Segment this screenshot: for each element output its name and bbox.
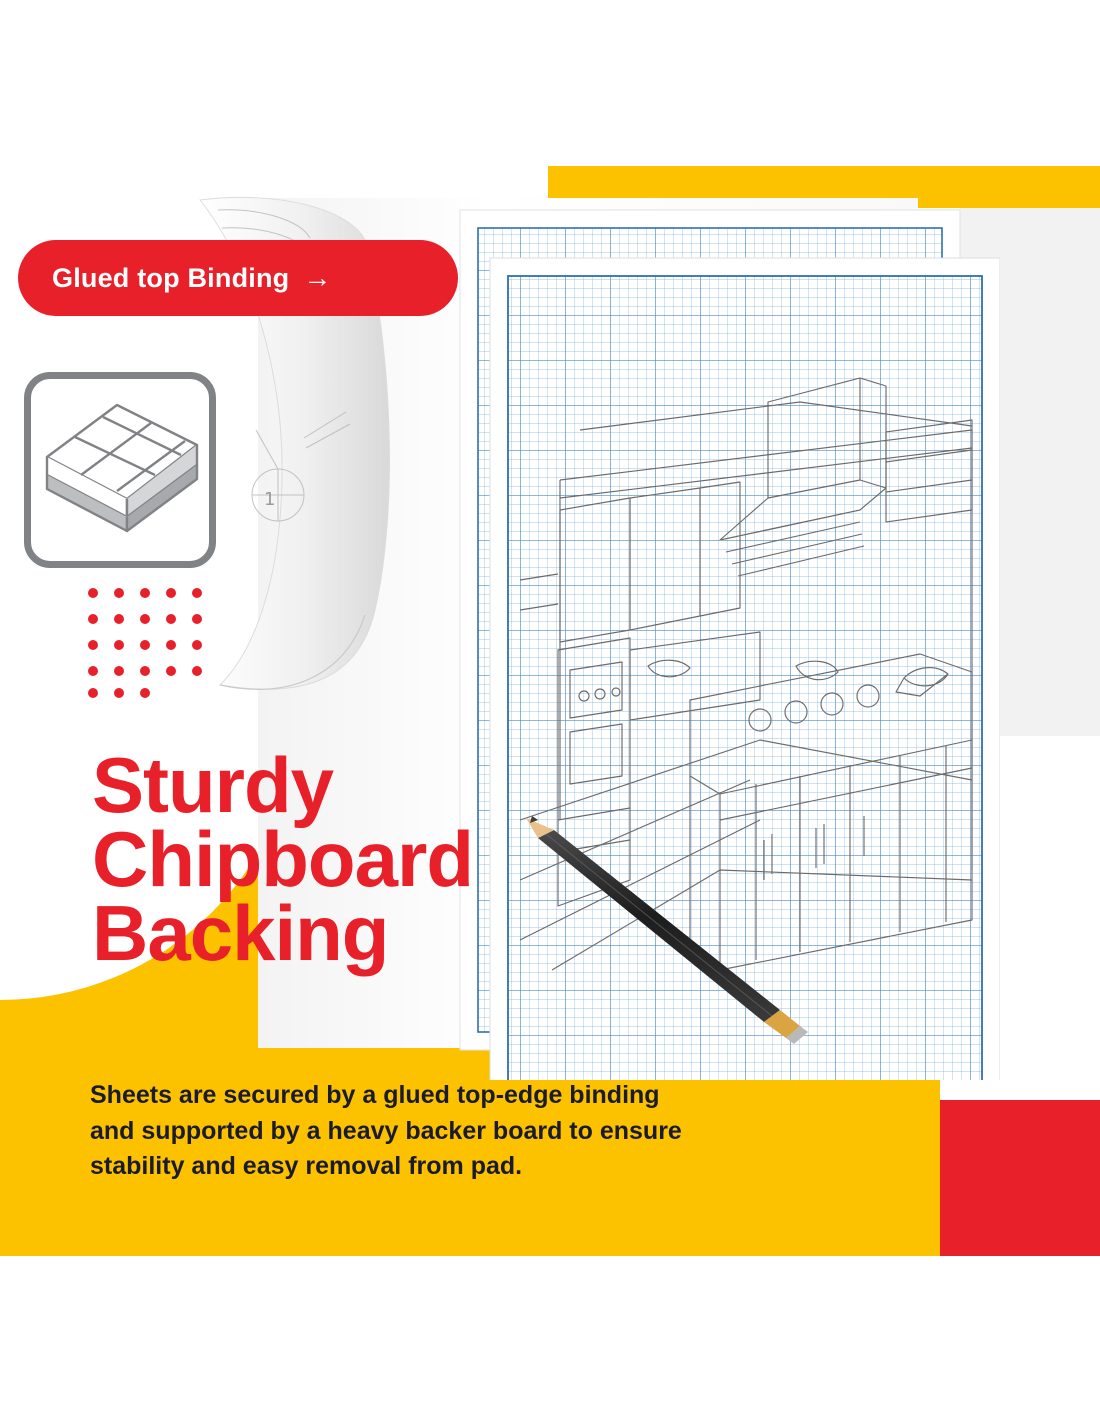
description-line-2: and supported by a heavy backer board to ensure <box>90 1116 682 1145</box>
headline-line-2: Chipboard <box>92 815 473 904</box>
description-line-1: Sheets are secured by a glued top-edge binding <box>90 1081 660 1109</box>
svg-text:1: 1 <box>264 489 276 510</box>
headline <box>92 741 652 978</box>
decor-red-square <box>940 1100 1100 1256</box>
decor-dot-grid <box>88 588 208 698</box>
headline-line-1: Sturdy <box>92 741 334 829</box>
arrow-right-icon: → <box>303 262 332 293</box>
headline-line-3: Backing <box>92 889 389 978</box>
background-white-bottom-strip <box>0 1256 1100 1422</box>
chipboard-stack-icon <box>24 372 216 568</box>
description-line-3: stability and easy removal from pad. <box>90 1152 523 1180</box>
glued-top-binding-badge <box>18 240 458 316</box>
badge-label: Glued top Binding <box>52 262 290 293</box>
description-text <box>90 1078 850 1185</box>
